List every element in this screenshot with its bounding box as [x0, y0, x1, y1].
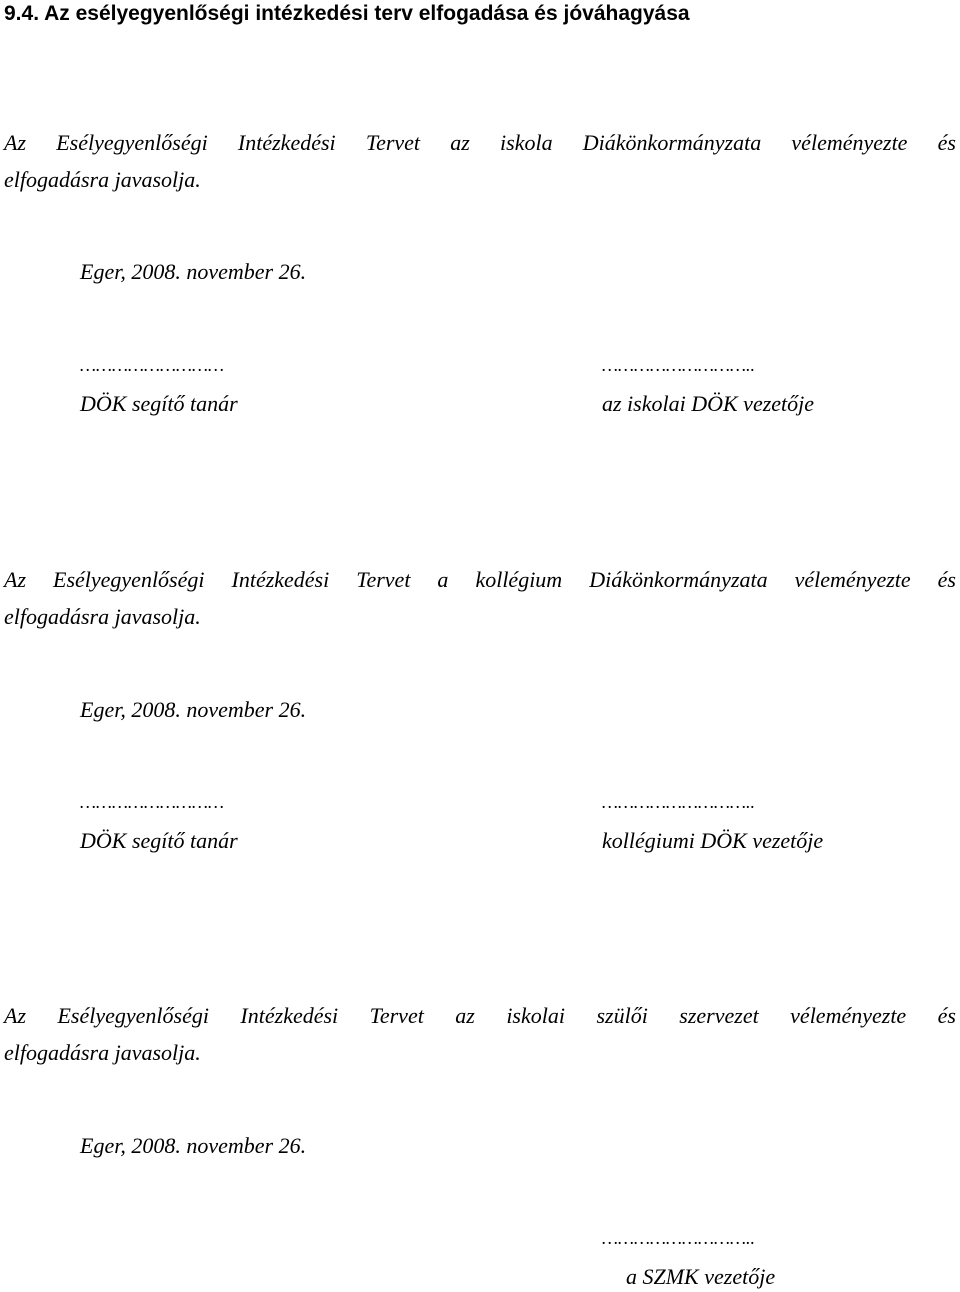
section-heading: 9.4. Az esélyegyenlőségi intézkedési terv elfogadása és jóváhagyása	[4, 2, 690, 25]
paragraph-line: Az Esélyegyenlőségi Intézkedési Tervet a kollégium Diákönkormányzata véleményezte és	[4, 567, 956, 592]
signature-line-left: ………………………	[80, 792, 225, 812]
signatory-role-right: az iskolai DÖK vezetője	[602, 391, 815, 416]
paragraph-line: elfogadásra javasolja.	[4, 1040, 201, 1065]
signatory-role-left: DÖK segítő tanár	[80, 391, 238, 416]
signature-line-right: ………………………..	[602, 1228, 756, 1248]
parents-organisation-paragraph	[4, 997, 956, 1071]
signature-line-left: ………………………	[80, 355, 225, 375]
paragraph-line: elfogadásra javasolja.	[4, 167, 201, 192]
signature-line-right: ………………………..	[602, 792, 756, 812]
signatory-role-left: DÖK segítő tanár	[80, 828, 238, 853]
date-line: Eger, 2008. november 26.	[80, 697, 307, 722]
dormitory-council-paragraph	[4, 561, 956, 635]
school-council-paragraph	[4, 124, 956, 198]
paragraph-line: elfogadásra javasolja.	[4, 604, 201, 629]
signatory-role-right: kollégiumi DÖK vezetője	[602, 828, 824, 853]
signature-line-right: ………………………..	[602, 355, 756, 375]
date-line: Eger, 2008. november 26.	[80, 259, 307, 284]
paragraph-line: Az Esélyegyenlőségi Intézkedési Tervet az iskola Diákönkormányzata véleményezte és	[4, 130, 956, 155]
signatory-role-right: a SZMK vezetője	[626, 1264, 776, 1289]
paragraph-line: Az Esélyegyenlőségi Intézkedési Tervet az iskolai szülői szervezet véleményezte és	[4, 1003, 956, 1028]
date-line: Eger, 2008. november 26.	[80, 1133, 307, 1158]
